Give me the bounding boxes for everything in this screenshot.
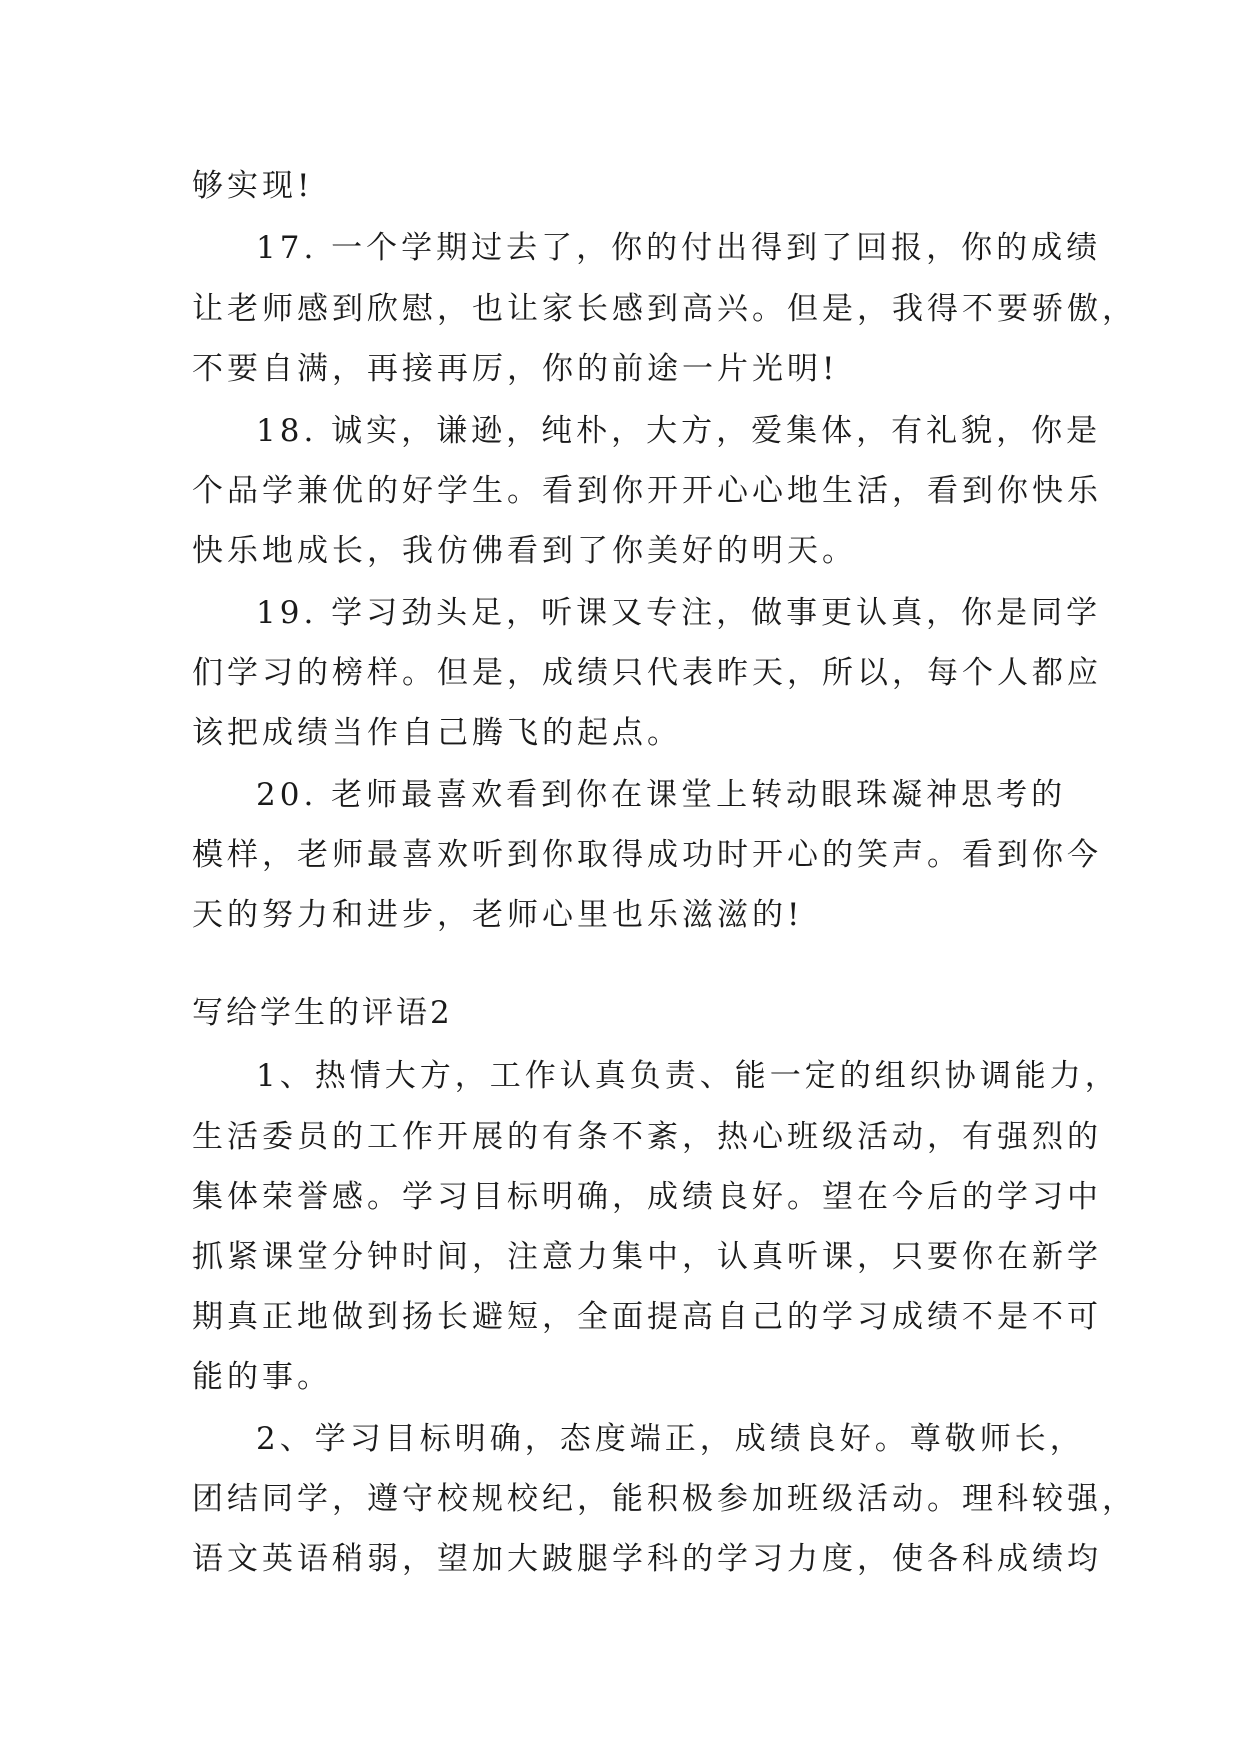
text-line: 生活委员的工作开展的有条不紊，热心班级活动，有强烈的	[192, 1119, 1102, 1155]
text-line: 让老师感到欣慰，也让家长感到高兴。但是，我得不要骄傲，	[192, 291, 1137, 327]
text-line: 们学习的榜样。但是，成绩只代表昨天，所以，每个人都应	[192, 655, 1102, 691]
text-line: 团结同学，遵守校规校纪，能积极参加班级活动。理科较强，	[192, 1481, 1137, 1517]
paragraph-19-line: 19. 学习劲头足，听课又专注，做事更认真，你是同学	[256, 595, 1102, 631]
text-line: 期真正地做到扬长避短，全面提高自己的学习成绩不是不可	[192, 1299, 1102, 1335]
section-heading: 写给学生的评语2	[192, 995, 453, 1031]
text-line: 够实现!	[192, 168, 314, 204]
paragraph-17-line: 17. 一个学期过去了，你的付出得到了回报，你的成绩	[256, 230, 1102, 266]
text-line: 不要自满，再接再厉，你的前途一片光明!	[192, 351, 839, 387]
text-line: 快乐地成长，我仿佛看到了你美好的明天。	[192, 533, 857, 569]
text-line: 个品学兼优的好学生。看到你开开心心地生活，看到你快乐	[192, 473, 1102, 509]
text-line: 抓紧课堂分钟时间，注意力集中，认真听课，只要你在新学	[192, 1239, 1102, 1275]
text-line: 天的努力和进步，老师心里也乐滋滋的!	[192, 897, 804, 933]
text-line: 该把成绩当作自己腾飞的起点。	[192, 715, 682, 751]
text-line: 语文英语稍弱，望加大跛腿学科的学习力度，使各科成绩均	[192, 1541, 1102, 1577]
paragraph-20-line: 20. 老师最喜欢看到你在课堂上转动眼珠凝神思考的	[256, 777, 1067, 813]
text-line: 集体荣誉感。学习目标明确，成绩良好。望在今后的学习中	[192, 1179, 1102, 1215]
text-line: 模样，老师最喜欢听到你取得成功时开心的笑声。看到你今	[192, 837, 1102, 873]
paragraph-18-line: 18. 诚实，谦逊，纯朴，大方，爱集体，有礼貌，你是	[256, 413, 1102, 449]
comment-2-line: 2、学习目标明确，态度端正，成绩良好。尊敬师长，	[256, 1421, 1085, 1457]
text-line: 能的事。	[192, 1359, 332, 1395]
comment-1-line: 1、热情大方，工作认真负责、能一定的组织协调能力，	[256, 1058, 1120, 1094]
